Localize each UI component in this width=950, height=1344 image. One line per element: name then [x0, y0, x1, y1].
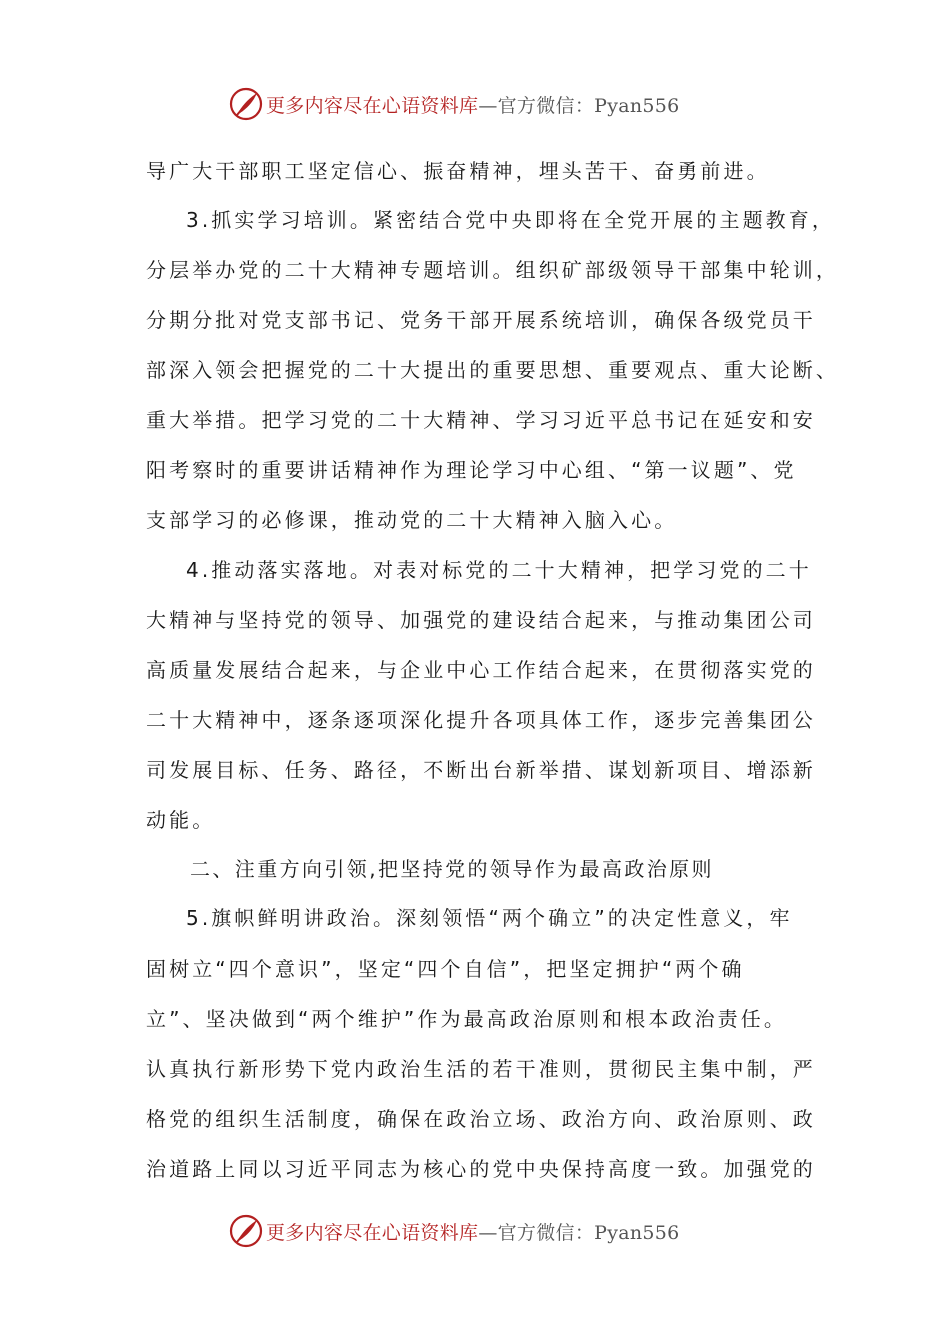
banner-text	[266, 91, 680, 118]
text-line: 3.抓实学习培训。紧密结合党中央即将在全党开展的主题教育，	[186, 208, 835, 232]
footer-banner	[228, 1211, 680, 1251]
text-line: 大精神与坚持党的领导、加强党的建设结合起来，与推动集团公司	[146, 608, 816, 632]
banner-separator: —	[478, 94, 498, 117]
text-line: 动能。	[146, 808, 216, 832]
banner-separator: —	[478, 1221, 498, 1244]
text-line: 治道路上同以习近平同志为核心的党中央保持高度一致。加强党的	[146, 1157, 816, 1181]
banner-prefix: 更多内容尽在心语资料库	[266, 1221, 479, 1244]
header-banner	[228, 84, 680, 124]
text-line: 格党的组织生活制度，确保在政治立场、政治方向、政治原则、政	[146, 1107, 816, 1131]
quill-pen-icon	[228, 1213, 264, 1249]
quill-pen-icon	[228, 86, 264, 122]
text-line: 认真执行新形势下党内政治生活的若干准则，贯彻民主集中制，严	[146, 1057, 816, 1081]
banner-text	[266, 1218, 680, 1245]
banner-wechat: 官方微信：Pyan556	[497, 1221, 680, 1244]
section-heading: 二、注重方向引领,把坚持党的领导作为最高政治原则	[190, 857, 714, 881]
text-line: 分层举办党的二十大精神专题培训。组织矿部级领导干部集中轮训，	[146, 258, 839, 282]
banner-prefix: 更多内容尽在心语资料库	[266, 94, 479, 117]
text-line: 二十大精神中，逐条逐项深化提升各项具体工作，逐步完善集团公	[146, 708, 816, 732]
text-line: 重大举措。把学习党的二十大精神、学习习近平总书记在延安和安	[146, 408, 816, 432]
text-line: 分期分批对党支部书记、党务干部开展系统培训，确保各级党员干	[146, 308, 816, 332]
text-line: 5.旗帜鲜明讲政治。深刻领悟“两个确立”的决定性意义，牢	[186, 906, 793, 930]
text-line: 司发展目标、任务、路径，不断出台新举措、谋划新项目、增添新	[146, 758, 816, 782]
text-line: 固树立“四个意识”，坚定“四个自信”，把坚定拥护“两个确	[146, 957, 745, 981]
text-line: 导广大干部职工坚定信心、振奋精神，埋头苦干、奋勇前进。	[146, 159, 770, 183]
text-line: 支部学习的必修课，推动党的二十大精神入脑入心。	[146, 508, 678, 532]
text-line: 高质量发展结合起来，与企业中心工作结合起来，在贯彻落实党的	[146, 658, 816, 682]
text-line: 4.推动落实落地。对表对标党的二十大精神，把学习党的二十	[186, 558, 812, 582]
text-line: 立”、坚决做到“两个维护”作为最高政治原则和根本政治责任。	[146, 1007, 787, 1031]
text-line: 阳考察时的重要讲话精神作为理论学习中心组、“第一议题”、党	[146, 458, 797, 482]
banner-wechat: 官方微信：Pyan556	[497, 94, 680, 117]
text-line: 部深入领会把握党的二十大提出的重要思想、重要观点、重大论断、	[146, 358, 839, 382]
